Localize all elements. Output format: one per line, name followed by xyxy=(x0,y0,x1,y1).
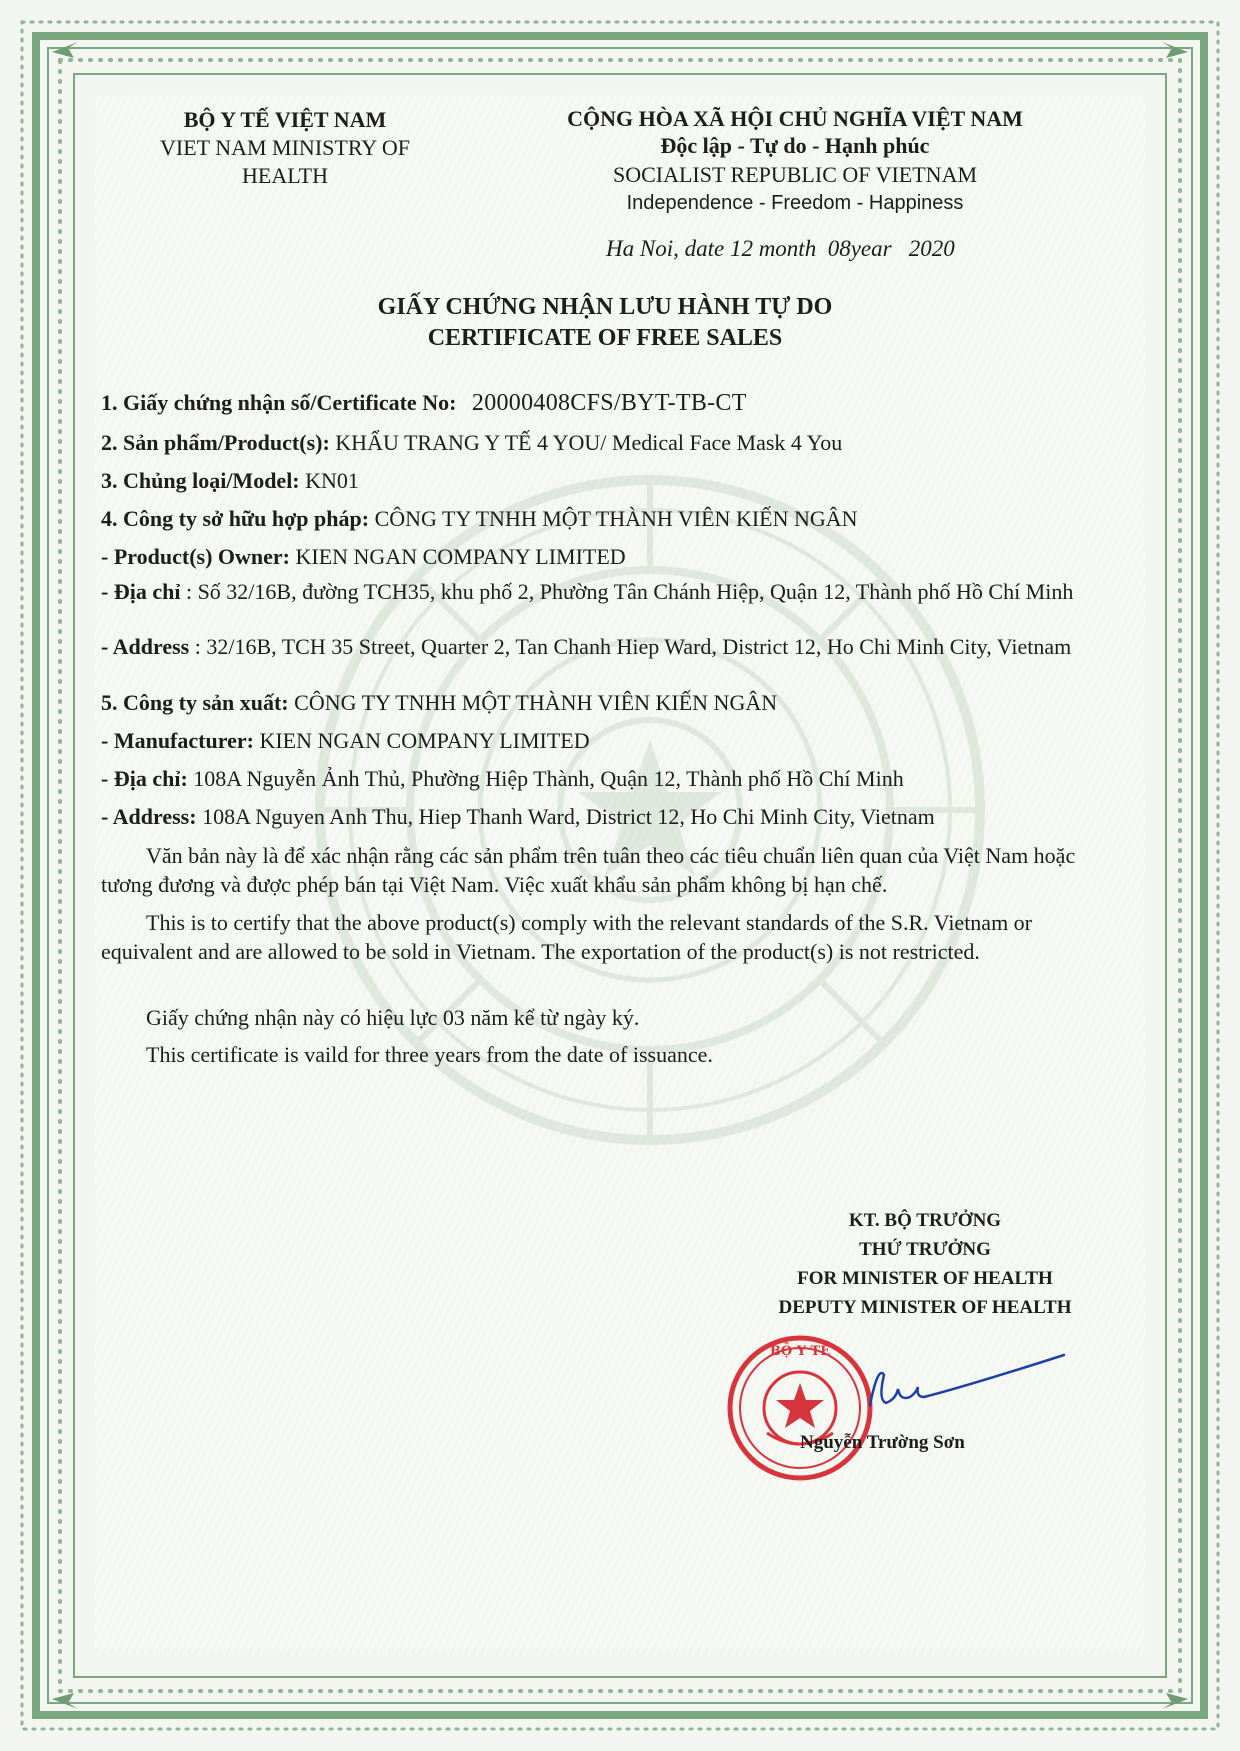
field-owner-en xyxy=(101,542,1111,571)
owner-en-value: KIEN NGAN COMPANY LIMITED xyxy=(295,544,626,569)
field-manufacturer-address-en xyxy=(101,802,1111,831)
owner-vn-value: CÔNG TY TNHH MỘT THÀNH VIÊN KIẾN NGÂN xyxy=(374,506,858,531)
confirmation-paragraph-vn: Văn bản này là để xác nhận rằng các sản phẩm trên tuân theo các tiêu chuẩn liên quan của Việt Nam hoặc tương đương và được phép bán tại Việt Nam. Việc xuất khẩu sản phẩm không bị hạn chế. xyxy=(101,843,1076,897)
handwritten-signature-icon xyxy=(840,1345,1070,1435)
document-title xyxy=(100,292,1110,354)
signature-block xyxy=(700,1206,1150,1322)
product-value: KHẨU TRANG Y TẾ 4 YOU/ Medical Face Mask 4 You xyxy=(335,430,843,455)
product-label: 2. Sản phẩm/Product(s): xyxy=(101,430,330,455)
title-en: CERTIFICATE OF FREE SALES xyxy=(427,325,783,351)
issue-date: Ha Noi, date 12 month 08year 2020 xyxy=(606,236,955,261)
manufacturer-vn-value: CÔNG TY TNHH MỘT THÀNH VIÊN KIẾN NGÂN xyxy=(294,690,778,715)
field-manufacturer-en xyxy=(101,726,1111,755)
manufacturer-address-vn-label: - Địa chỉ: xyxy=(101,766,188,791)
confirmation-paragraph-en: This is to certify that the above product(s) comply with the relevant standards of the S.R. Vietnam or equivalent and are allowed to be sold in Vietnam. The exportation of the product(s) is not restricted. xyxy=(101,910,1033,964)
owner-address-en-value: : 32/16B, TCH 35 Street, Quarter 2, Tan Chanh Hiep Ward, District 12, Ho Chi Minh City, Vietnam xyxy=(194,634,1072,659)
field-product xyxy=(101,428,1111,457)
header-ministry xyxy=(100,106,470,190)
field-manufacturer-address-vn xyxy=(101,764,1111,793)
field-owner-address-vn xyxy=(101,577,1111,606)
manufacturer-en-value: KIEN NGAN COMPANY LIMITED xyxy=(259,728,590,753)
signer-name: Nguyễn Trường Sơn xyxy=(800,1432,965,1453)
manufacturer-address-en-label: - Address: xyxy=(101,804,197,829)
field-owner-address-en xyxy=(101,632,1111,661)
header-republic xyxy=(500,104,1090,218)
owner-en-label: - Product(s) Owner: xyxy=(101,544,290,569)
manufacturer-en-label: - Manufacturer: xyxy=(101,728,254,753)
model-value: KN01 xyxy=(305,468,359,493)
owner-address-en-label: - Address xyxy=(101,634,190,659)
country-name-en: SOCIALIST REPUBLIC OF VIETNAM xyxy=(612,162,978,187)
stamp-text: BỘ Y TẾ xyxy=(769,1344,831,1359)
manufacturer-address-en-value: 108A Nguyen Anh Thu, Hiep Thanh Ward, District 12, Ho Chi Minh City, Vietnam xyxy=(202,804,935,829)
signature-title-1: KT. BỘ TRƯỞNG xyxy=(848,1210,1002,1231)
signature-title-2: THỨ TRƯỞNG xyxy=(859,1239,991,1260)
country-name-vn: CỘNG HÒA XÃ HỘI CHỦ NGHĨA VIỆT NAM xyxy=(567,106,1023,131)
motto-vn: Độc lập - Tự do - Hạnh phúc xyxy=(660,133,930,158)
validity-paragraph-en: This certificate is vaild for three years from the date of issuance. xyxy=(146,1042,713,1067)
signature-title-4: DEPUTY MINISTER OF HEALTH xyxy=(778,1297,1072,1318)
field-certificate-no xyxy=(101,388,1111,418)
model-label: 3. Chủng loại/Model: xyxy=(101,468,300,493)
owner-address-vn-value: : Số 32/16B, đường TCH35, khu phố 2, Phường Tân Chánh Hiệp, Quận 12, Thành phố Hồ Chí Minh xyxy=(185,579,1074,604)
certificate-no-label: 1. Giấy chứng nhận số/Certificate No: xyxy=(101,390,457,415)
title-vn: GIẤY CHỨNG NHẬN LƯU HÀNH TỰ DO xyxy=(377,294,833,320)
certificate-no-value: 20000408CFS/BYT-TB-CT xyxy=(471,390,747,416)
manufacturer-vn-label: 5. Công ty sản xuất: xyxy=(101,690,289,715)
motto-en: Independence - Freedom - Happiness xyxy=(626,192,964,214)
field-manufacturer-vn xyxy=(101,688,1111,717)
validity-paragraph-vn: Giấy chứng nhận này có hiệu lực 03 năm kể từ ngày ký. xyxy=(146,1005,640,1030)
signature-title-3: FOR MINISTER OF HEALTH xyxy=(797,1268,1053,1289)
field-owner-vn xyxy=(101,504,1111,533)
agency-name-vn: BỘ Y TẾ VIỆT NAM xyxy=(183,107,387,132)
owner-vn-label: 4. Công ty sở hữu hợp pháp: xyxy=(101,506,370,531)
owner-address-vn-label: - Địa chỉ xyxy=(101,579,181,604)
agency-name-en: VIET NAM MINISTRY OF HEALTH xyxy=(160,135,410,188)
manufacturer-address-vn-value: 108A Nguyễn Ảnh Thủ, Phường Hiệp Thành, Quận 12, Thành phố Hồ Chí Minh xyxy=(193,766,904,791)
field-model xyxy=(101,466,1111,495)
